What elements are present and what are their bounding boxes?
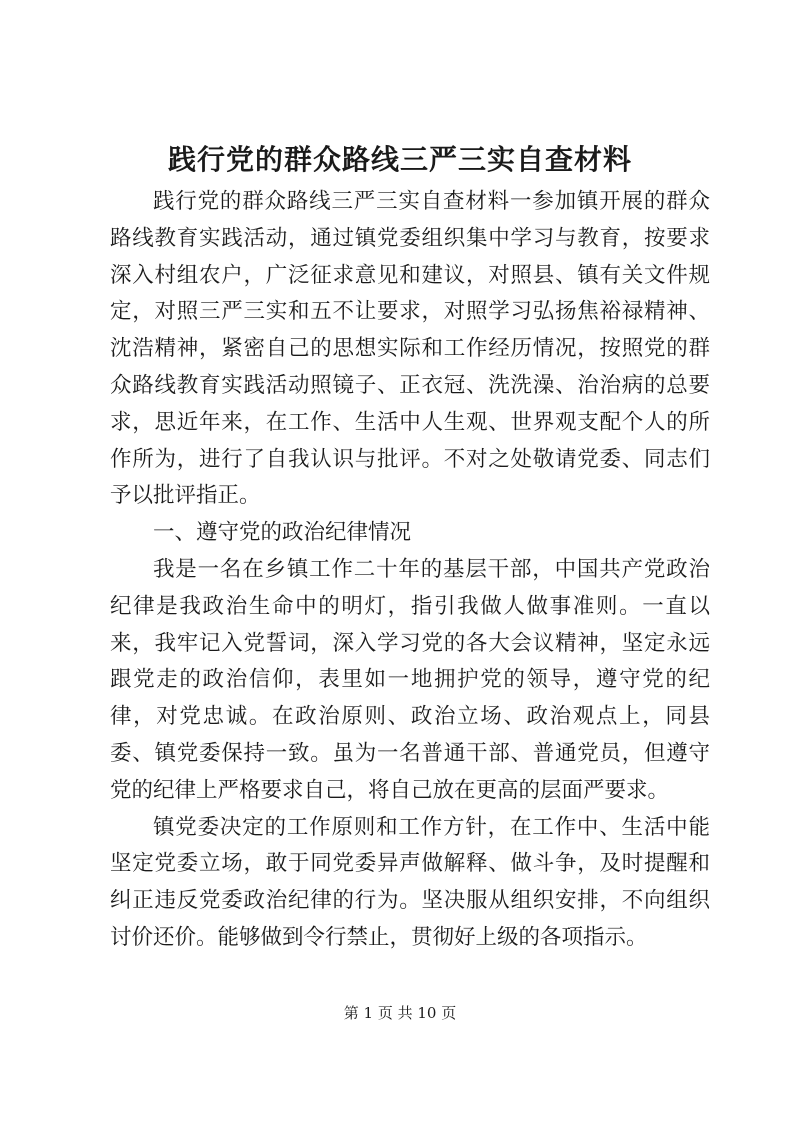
paragraph-party-committee: 镇党委决定的工作原则和工作方针，在工作中、生活中能坚定党委立场，敢于同党委异声做解释、做斗争，及时提醒和纠正违反党委政治纪律的行为。坚决服从组织安排，不向组织讨价还价。能够做到令行禁止，贯彻好上级的各项指示。 xyxy=(110,814,710,950)
paragraph-intro: 践行党的群众路线三严三实自查材料一参加镇开展的群众路线教育实践活动，通过镇党委组织集中学习与教育，按要求深入村组农户，广泛征求意见和建议，对照县、镇有关文件规定，对照三严三实和五不让要求，对照学习弘扬焦裕禄精神、沈浩精神，紧密自己的思想实际和工作经历情况，按照党的群众路线教育实践活动照镜子、正衣冠、洗洗澡、治治病的总要求，思近年来，在工作、生活中人生观、世界观支配个人的所作所为，进行了自我认识与批评。不对之处敬请党委、同志们予以批评指正。 xyxy=(110,189,710,509)
page-footer: 第 1 页 共 10 页 xyxy=(343,1004,457,1022)
document-title: 践行党的群众路线三严三实自查材料 xyxy=(167,143,632,176)
section-heading: 一、遵守党的政治纪律情况 xyxy=(153,520,412,546)
paragraph-political-discipline: 我是一名在乡镇工作二十年的基层干部，中国共产党政治纪律是我政治生命中的明灯，指引我做人做事准则。一直以来，我牢记入党誓词，深入学习党的各大会议精神，坚定永远跟党走的政治信仰，表里如一地拥护党的领导，遵守党的纪律，对党忠诚。在政治原则、政治立场、政治观点上，同县委、镇党委保持一致。虽为一名普通干部、普通党员，但遵守党的纪律上严格要求自己，将自己放在更高的层面严要求。 xyxy=(110,556,710,803)
document-body xyxy=(110,184,710,957)
